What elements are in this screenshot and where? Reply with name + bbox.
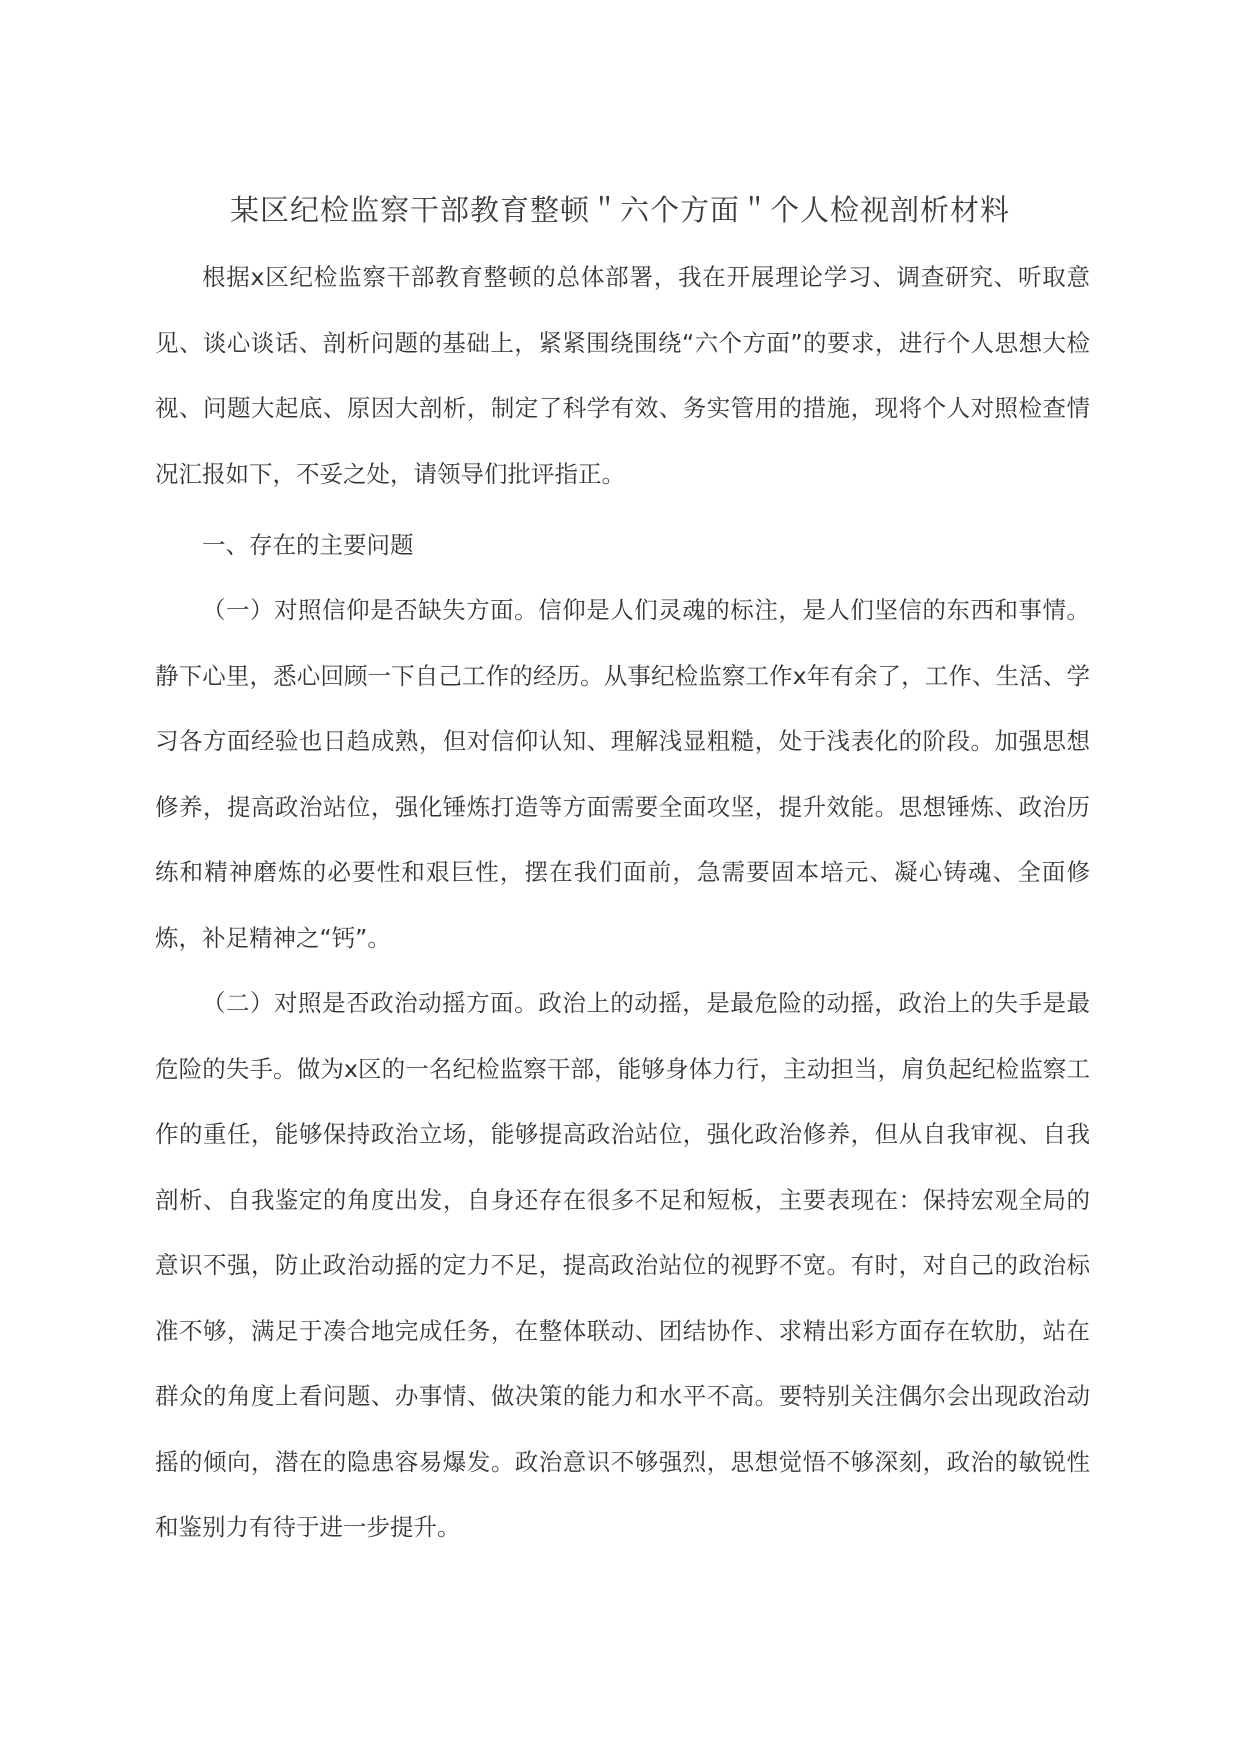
paragraph-politics: （二）对照是否政治动摇方面。政治上的动摇，是最危险的动摇，政治上的失手是最危险的失手。做为x区的一名纪检监察干部，能够身体力行，主动担当，肩负起纪检监察工作的重任，能够保持政治立场，能够提高政治站位，强化政治修养，但从自我审视、自我剖析、自我鉴定的角度出发，自身还存在很多不足和短板，主要表现在：保持宏观全局的意识不强，防止政治动摇的定力不足，提高政治站位的视野不宽。有时，对自己的政治标准不够，满足于凑合地完成任务，在整体联动、团结协作、求精出彩方面存在软肋，站在群众的角度上看问题、办事情、做决策的能力和水平不高。要特别关注偶尔会出现政治动摇的倾向，潜在的隐患容易爆发。政治意识不够强烈，思想觉悟不够深刻，政治的敏锐性和鉴别力有待于进一步提升。 bbox=[155, 989, 1090, 1541]
document-title: 某区纪检监察干部教育整顿＂六个方面＂个人检视剖析材料 bbox=[229, 193, 1010, 227]
paragraph-faith: （一）对照信仰是否缺失方面。信仰是人们灵魂的标注，是人们坚信的东西和事情。静下心里，悉心回顾一下自己工作的经历。从事纪检监察工作x年有余了，工作、生活、学习各方面经验也日趋成熟，但对信仰认知、理解浅显粗糙，处于浅表化的阶段。加强思想修养，提高政治站位，强化锤炼打造等方面需要全面攻坚，提升效能。思想锤炼、政治历练和精神磨炼的必要性和艰巨性，摆在我们面前，急需要固本培元、凝心铸魂、全面修炼，补足精神之“钙”。 bbox=[155, 596, 1090, 952]
intro-paragraph: 根据x区纪检监察干部教育整顿的总体部署，我在开展理论学习、调查研究、听取意见、谈心谈话、剖析问题的基础上，紧紧围绕围绕“六个方面”的要求，进行个人思想大检视、问题大起底、原因大剖析，制定了科学有效、务实管用的措施，现将个人对照检查情况汇报如下，不妥之处，请领导们批评指正。 bbox=[155, 263, 1090, 488]
section-heading: 一、存在的主要问题 bbox=[202, 531, 414, 559]
